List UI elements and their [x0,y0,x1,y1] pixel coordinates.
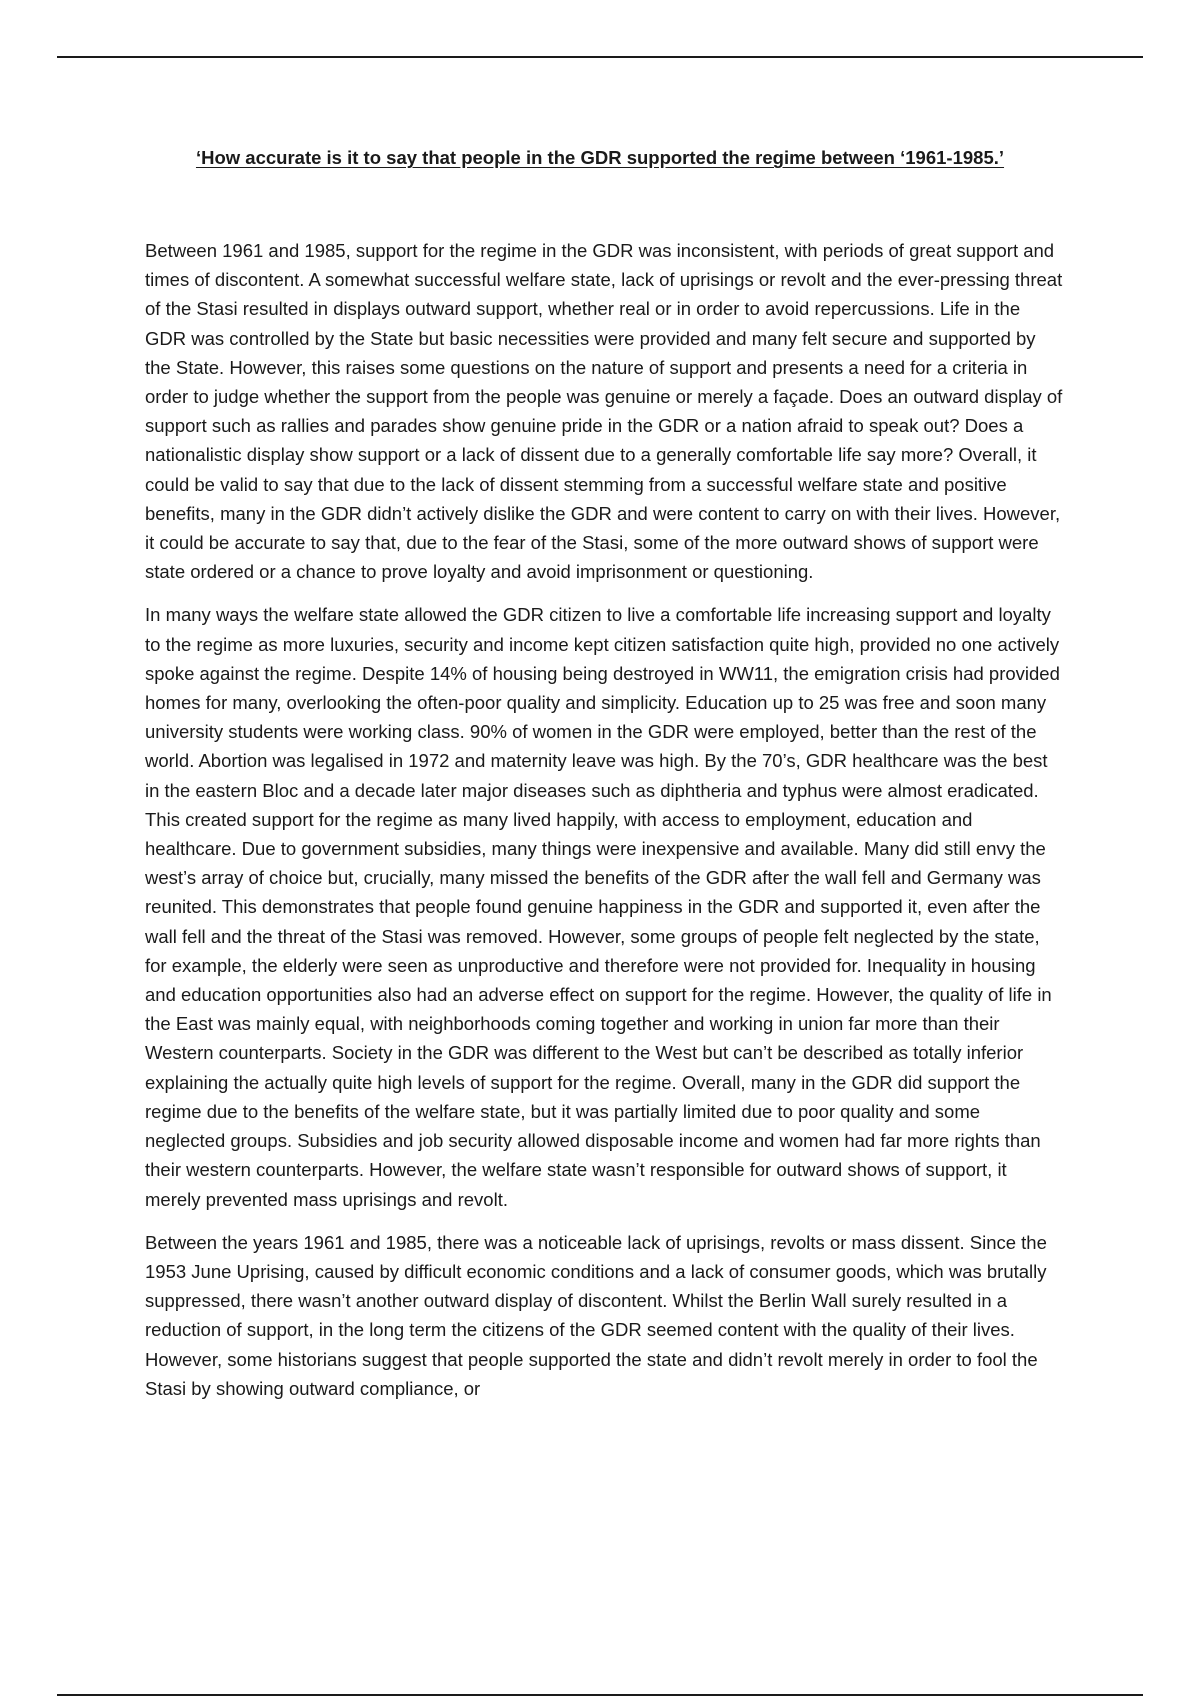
header-rule [57,56,1143,58]
paragraph: In many ways the welfare state allowed the GDR citizen to live a comfortable life increasing support and loyalty to the regime as more luxuries, security and income kept citizen satisfaction quite high, provided no one actively spoke against the regime. Despite 14% of housing being destroyed in WW11, the emigration crisis had provided homes for many, overlooking the often-poor quality and simplicity. Education up to 25 was free and soon many university students were working class. 90% of women in the GDR were employed, better than the rest of the world. Abortion was legalised in 1972 and maternity leave was high. By the 70’s, GDR healthcare was the best in the eastern Bloc and a decade later major diseases such as diphtheria and typhus were almost eradicated. This created support for the regime as many lived happily, with access to employment, education and healthcare. Due to government subsidies, many things were inexpensive and available. Many did still envy the west’s array of choice but, crucially, many missed the benefits of the GDR after the wall fell and Germany was reunited. This demonstrates that people found genuine happiness in the GDR and supported it, even after the wall fell and the threat of the Stasi was removed. However, some groups of people felt neglected by the state, for example, the elderly were seen as unproductive and therefore were not provided for. Inequality in housing and education opportunities also had an adverse effect on support for the regime. However, the quality of life in the East was mainly equal, with neighborhoods coming together and working in union far more than their Western counterparts. Society in the GDR was different to the West but can’t be described as totally inferior explaining the actually quite high levels of support for the regime. Overall, many in the GDR did support the regime due to the benefits of the welfare state, but it was partially limited due to poor quality and some neglected groups. Subsidies and job security allowed disposable income and women had far more rights than their western counterparts. However, the welfare state wasn’t responsible for outward shows of support, it merely prevented mass uprisings and revolt. [145,604,1060,1210]
document-title: ‘How accurate is it to say that people in the GDR supported the regime between ‘1961-1985.’ [195,147,1005,168]
paragraph: Between the years 1961 and 1985, there was a noticeable lack of uprisings, revolts or mass dissent. Since the 1953 June Uprising, caused by difficult economic conditions and a lack of consumer goods, which was brutally suppressed, there wasn’t another outward display of discontent. Whilst the Berlin Wall surely resulted in a reduction of support, in the long term the citizens of the GDR seemed content with the quality of their lives. However, some historians suggest that people supported the state and didn’t revolt merely in order to fool the Stasi by showing outward compliance, or [145,1231,1047,1399]
footer-rule [57,1694,1143,1696]
paragraph: Between 1961 and 1985, support for the regime in the GDR was inconsistent, with periods of great support and times of discontent. A somewhat successful welfare state, lack of uprisings or revolt and the ever-pressing threat of the Stasi resulted in displays outward support, whether real or in order to avoid repercussions. Life in the GDR was controlled by the State but basic necessities were provided and many felt secure and supported by the State. However, this raises some questions on the nature of support and presents a need for a criteria in order to judge whether the support from the people was genuine or merely a façade. Does an outward display of support such as rallies and parades show genuine pride in the GDR or a nation afraid to speak out? Does a nationalistic display show support or a lack of dissent due to a generally comfortable life say more? Overall, it could be valid to say that due to the lack of dissent stemming from a successful welfare state and positive benefits, many in the GDR didn’t actively dislike the GDR and were content to carry on with their lives. However, it could be accurate to say that, due to the fear of the Stasi, some of the more outward shows of support were state ordered or a chance to prove loyalty and avoid imprisonment or questioning. [145,240,1063,583]
document-body [145,236,1065,1417]
